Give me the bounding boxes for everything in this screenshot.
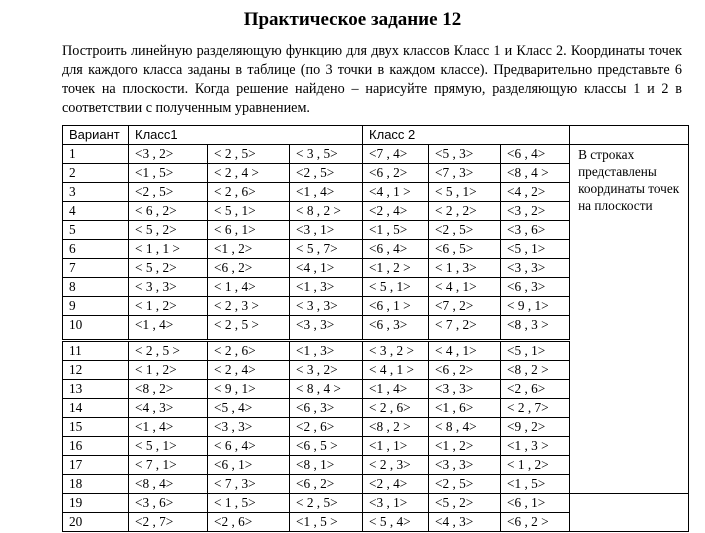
class1-point-cell: <6 , 5 > (290, 437, 363, 456)
header-variant: Вариант (63, 126, 129, 145)
class1-point-cell: < 2 , 5 > (129, 341, 208, 361)
class2-point-cell: < 4 , 1> (429, 278, 501, 297)
class1-point-cell: <2 , 5> (290, 164, 363, 183)
class2-point-cell: <3 , 3> (501, 259, 570, 278)
class1-point-cell: <3 , 2> (129, 145, 208, 164)
class1-point-cell: < 9 , 1> (208, 380, 290, 399)
class1-point-cell: < 5 , 2> (129, 221, 208, 240)
variant-number-cell: 12 (63, 361, 129, 380)
class1-point-cell: <2 , 6> (290, 418, 363, 437)
class2-point-cell: < 2 , 3> (363, 456, 429, 475)
variant-number-cell: 11 (63, 341, 129, 361)
empty-cell (570, 494, 689, 532)
class1-point-cell: <3 , 1> (290, 221, 363, 240)
class2-point-cell: <5 , 1> (501, 240, 570, 259)
class2-point-cell: <5 , 3> (429, 145, 501, 164)
class1-point-cell: < 1 , 5> (208, 494, 290, 513)
class1-point-cell: < 7 , 3> (208, 475, 290, 494)
class1-point-cell: <1 , 2> (208, 240, 290, 259)
class2-point-cell: <9 , 2> (501, 418, 570, 437)
class2-point-cell: < 5 , 1> (363, 278, 429, 297)
class2-point-cell: <2 , 4> (363, 202, 429, 221)
class1-point-cell: < 1 , 2> (129, 361, 208, 380)
class1-point-cell: <6 , 2> (290, 475, 363, 494)
class1-point-cell: < 1 , 4> (208, 278, 290, 297)
class2-point-cell: <6 , 5> (429, 240, 501, 259)
class2-point-cell: < 2 , 7> (501, 399, 570, 418)
class2-point-cell: <8 , 4 > (501, 164, 570, 183)
class1-point-cell: < 6 , 1> (208, 221, 290, 240)
variant-number-cell: 13 (63, 380, 129, 399)
class1-point-cell: <8 , 1> (290, 456, 363, 475)
class2-point-cell: <7 , 3> (429, 164, 501, 183)
class2-point-cell: <4 , 2> (501, 183, 570, 202)
class1-point-cell: <3 , 6> (129, 494, 208, 513)
variant-number-cell: 4 (63, 202, 129, 221)
class1-point-cell: <2 , 7> (129, 513, 208, 532)
class2-point-cell: <3 , 3> (429, 456, 501, 475)
variant-number-cell: 16 (63, 437, 129, 456)
class2-point-cell: < 1 , 2> (501, 456, 570, 475)
class1-point-cell: <2 , 6> (208, 513, 290, 532)
class2-point-cell: < 5 , 1> (429, 183, 501, 202)
class2-point-cell: <2 , 6> (501, 380, 570, 399)
class1-point-cell: < 2 , 5 > (208, 316, 290, 341)
class1-point-cell: < 1 , 1 > (129, 240, 208, 259)
class1-point-cell: < 2 , 4 > (208, 164, 290, 183)
class2-point-cell: < 9 , 1> (501, 297, 570, 316)
header-class2: Класс 2 (363, 126, 570, 145)
class2-point-cell: < 2 , 2> (429, 202, 501, 221)
class1-point-cell: < 5 , 7> (290, 240, 363, 259)
class2-point-cell: <6 , 4> (363, 240, 429, 259)
class1-point-cell: < 2 , 6> (208, 341, 290, 361)
class1-point-cell: <1 , 4> (129, 316, 208, 341)
variant-number-cell: 3 (63, 183, 129, 202)
class1-point-cell: <1 , 5> (129, 164, 208, 183)
class2-point-cell: <1 , 5> (363, 221, 429, 240)
class2-point-cell: <4 , 3> (429, 513, 501, 532)
class2-point-cell: <7 , 2> (429, 297, 501, 316)
class2-point-cell: <6 , 1> (501, 494, 570, 513)
variant-number-cell: 15 (63, 418, 129, 437)
class1-point-cell: < 3 , 3> (290, 297, 363, 316)
class2-point-cell: <8 , 2 > (363, 418, 429, 437)
variant-number-cell: 17 (63, 456, 129, 475)
class1-point-cell: < 8 , 2 > (290, 202, 363, 221)
class1-point-cell: <2 , 5> (129, 183, 208, 202)
class2-point-cell: <7 , 4> (363, 145, 429, 164)
class2-point-cell: < 3 , 2 > (363, 341, 429, 361)
class2-point-cell: <1 , 4> (363, 380, 429, 399)
class2-point-cell: <6 , 2> (429, 361, 501, 380)
variant-number-cell: 18 (63, 475, 129, 494)
variant-number-cell: 19 (63, 494, 129, 513)
class2-point-cell: <6 , 4> (501, 145, 570, 164)
class2-point-cell: <1 , 5> (501, 475, 570, 494)
variant-number-cell: 14 (63, 399, 129, 418)
class2-point-cell: <3 , 6> (501, 221, 570, 240)
class1-point-cell: <5 , 4> (208, 399, 290, 418)
class1-point-cell: <1 , 5 > (290, 513, 363, 532)
class1-point-cell: <1 , 3> (290, 341, 363, 361)
table-body (63, 145, 689, 532)
class1-point-cell: <3 , 3> (290, 316, 363, 341)
class2-point-cell: < 4 , 1> (429, 341, 501, 361)
class2-point-cell: <6 , 2 > (501, 513, 570, 532)
task-description: Построить линейную разделяющую функцию для двух классов Класс 1 и Класс 2. Координаты точек для каждого класса заданы в таблице (по 3 точки в каждом классе). Предварительно представьте 6 точек на плоскости. Когда решение найдено – нарисуйте прямую, разделяющую классы 1 и 2 в соответствии с полученным уравнением. (62, 43, 682, 116)
class2-point-cell: <3 , 3> (429, 380, 501, 399)
class1-point-cell: <1 , 3> (290, 278, 363, 297)
header-class1: Класс1 (129, 126, 363, 145)
class1-point-cell: <8 , 2> (129, 380, 208, 399)
table-header-row (63, 126, 689, 145)
class2-point-cell: <6 , 1 > (363, 297, 429, 316)
variant-number-cell: 8 (63, 278, 129, 297)
class2-point-cell: < 8 , 4> (429, 418, 501, 437)
class1-point-cell: < 8 , 4 > (290, 380, 363, 399)
header-empty-cell (570, 126, 689, 145)
class1-point-cell: <4 , 3> (129, 399, 208, 418)
class2-point-cell: <2 , 4> (363, 475, 429, 494)
class1-point-cell: < 2 , 6> (208, 183, 290, 202)
class2-point-cell: <5 , 2> (429, 494, 501, 513)
class2-point-cell: < 5 , 4> (363, 513, 429, 532)
class1-point-cell: < 5 , 2> (129, 259, 208, 278)
class1-point-cell: <4 , 1> (290, 259, 363, 278)
class2-point-cell: <1 , 6> (429, 399, 501, 418)
class1-point-cell: <3 , 3> (208, 418, 290, 437)
class2-point-cell: <1 , 2> (429, 437, 501, 456)
class2-point-cell: <2 , 5> (429, 475, 501, 494)
class2-point-cell: <3 , 2> (501, 202, 570, 221)
table-row (63, 494, 689, 513)
class2-point-cell: <1 , 2 > (363, 259, 429, 278)
class1-point-cell: <6 , 1> (208, 456, 290, 475)
class1-point-cell: < 2 , 5> (208, 145, 290, 164)
class2-point-cell: < 4 , 1 > (363, 361, 429, 380)
variant-number-cell: 10 (63, 316, 129, 341)
class1-point-cell: < 6 , 4> (208, 437, 290, 456)
class2-point-cell: < 7 , 2> (429, 316, 501, 341)
class2-point-cell: <1 , 3 > (501, 437, 570, 456)
page-title: Практическое задание 12 (243, 9, 462, 30)
class1-point-cell: < 3 , 2> (290, 361, 363, 380)
class1-point-cell: <6 , 3> (290, 399, 363, 418)
variant-number-cell: 7 (63, 259, 129, 278)
class1-point-cell: <1 , 4> (129, 418, 208, 437)
class2-point-cell: <5 , 1> (501, 341, 570, 361)
class1-point-cell: < 3 , 5> (290, 145, 363, 164)
class1-point-cell: < 5 , 1> (208, 202, 290, 221)
class2-point-cell: <1 , 1> (363, 437, 429, 456)
class1-point-cell: < 5 , 1> (129, 437, 208, 456)
class1-point-cell: < 7 , 1> (129, 456, 208, 475)
class1-point-cell: < 3 , 3> (129, 278, 208, 297)
variant-number-cell: 5 (63, 221, 129, 240)
class2-point-cell: <2 , 5> (429, 221, 501, 240)
table-row (63, 145, 689, 164)
class2-point-cell: <4 , 1 > (363, 183, 429, 202)
class1-point-cell: < 2 , 3 > (208, 297, 290, 316)
class2-point-cell: < 2 , 6> (363, 399, 429, 418)
note-cell: В строках представлены координаты точек на плоскости (570, 145, 689, 494)
class1-point-cell: < 1 , 2> (129, 297, 208, 316)
variant-number-cell: 1 (63, 145, 129, 164)
variant-number-cell: 2 (63, 164, 129, 183)
class2-point-cell: <6 , 2> (363, 164, 429, 183)
class2-point-cell: <8 , 3 > (501, 316, 570, 341)
variant-number-cell: 6 (63, 240, 129, 259)
class1-point-cell: <8 , 4> (129, 475, 208, 494)
variant-number-cell: 20 (63, 513, 129, 532)
class2-point-cell: < 1 , 3> (429, 259, 501, 278)
variant-number-cell: 9 (63, 297, 129, 316)
class1-point-cell: < 2 , 4> (208, 361, 290, 380)
class2-point-cell: <8 , 2 > (501, 361, 570, 380)
class1-point-cell: < 2 , 5> (290, 494, 363, 513)
class1-point-cell: <1 , 4> (290, 183, 363, 202)
class1-point-cell: <6 , 2> (208, 259, 290, 278)
class2-point-cell: <6 , 3> (501, 278, 570, 297)
class2-point-cell: <6 , 3> (363, 316, 429, 341)
class2-point-cell: <3 , 1> (363, 494, 429, 513)
class1-point-cell: < 6 , 2> (129, 202, 208, 221)
variants-table (62, 125, 689, 532)
